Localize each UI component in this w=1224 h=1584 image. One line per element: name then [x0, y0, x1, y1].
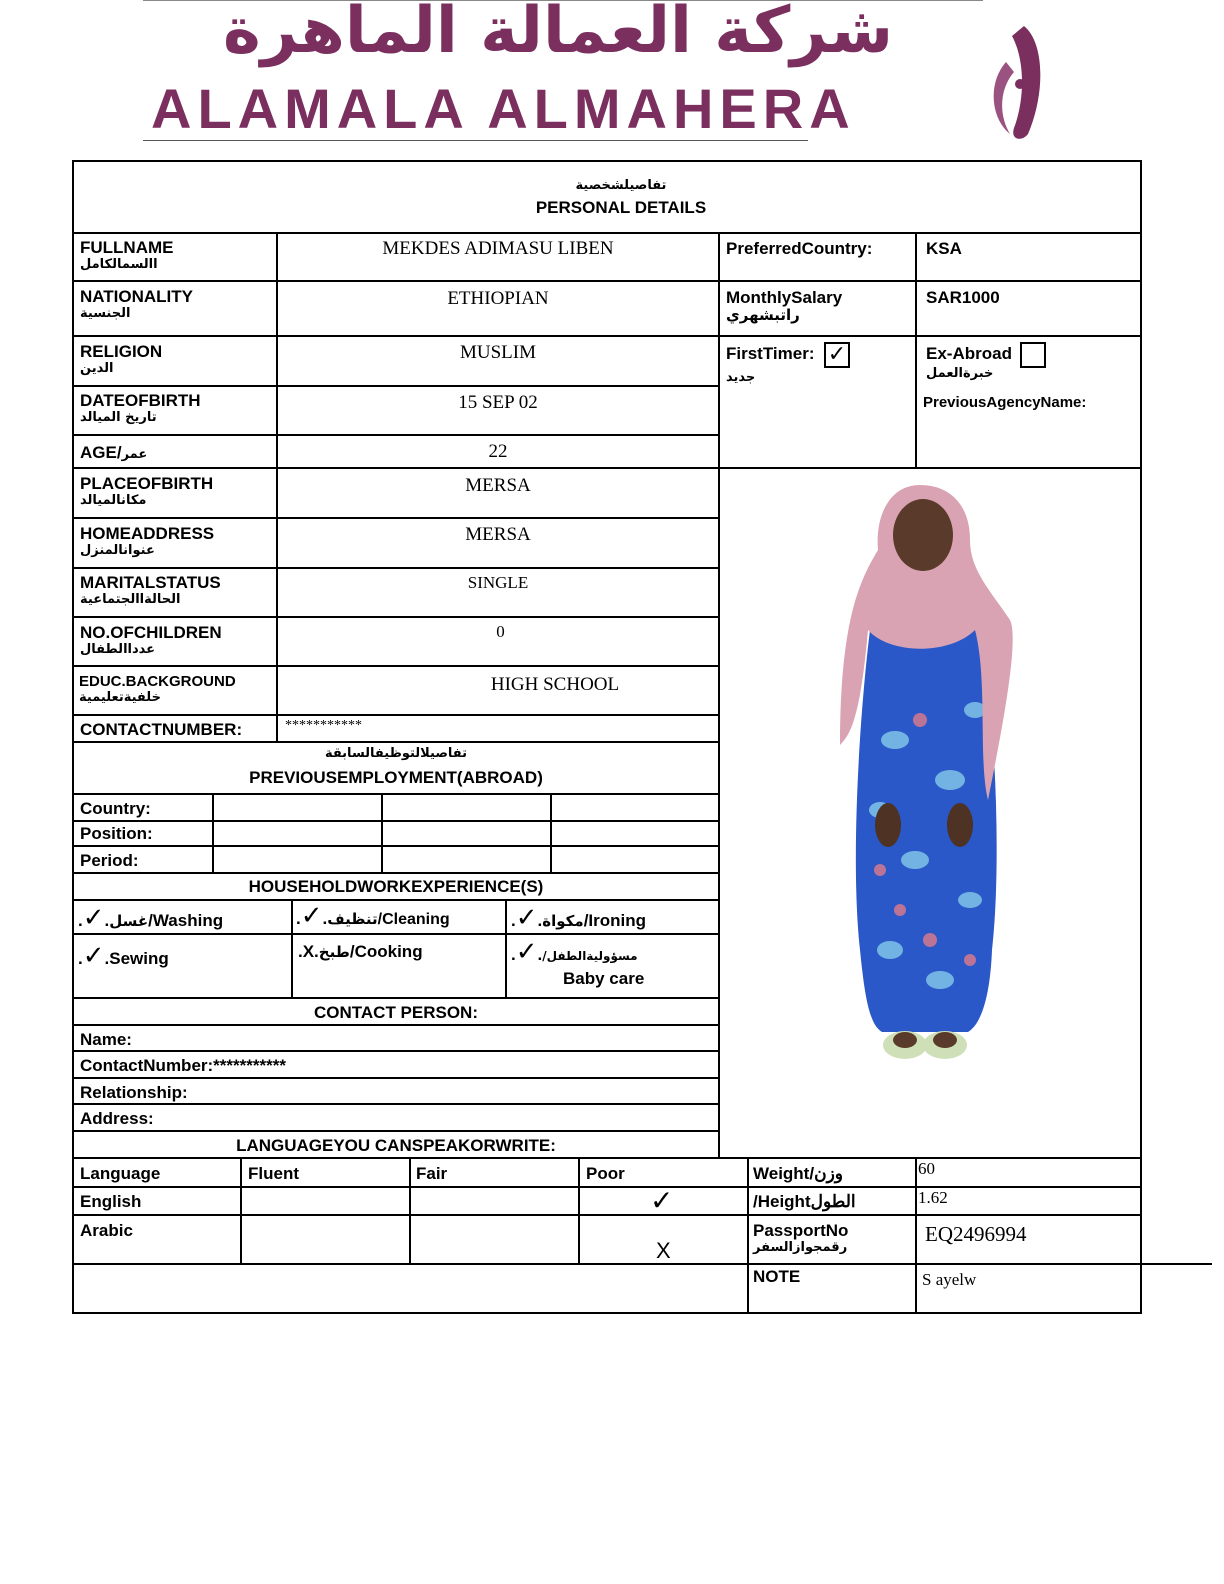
nationality-label-en: NATIONALITY [80, 287, 194, 306]
nationality-value: ETHIOPIAN [447, 288, 549, 309]
section-title-arabic: تفاصيلشخصية [575, 178, 667, 193]
marital-label-en: MARITALSTATUS [80, 573, 221, 592]
pob-label-en: PLACEOFBIRTH [80, 474, 214, 493]
marital-label-ar: الحالةاالجتماعية [80, 592, 181, 607]
first-timer-label: FirstTimer: [726, 344, 815, 363]
check-icon: ✓ [300, 900, 323, 930]
pob-label [80, 474, 213, 509]
first-timer [726, 341, 847, 386]
religion-label-en: RELIGION [80, 342, 163, 361]
prev-employment-country-label: Country: [80, 799, 151, 818]
passport-label [753, 1221, 848, 1256]
height-label: /Heightالطول [753, 1192, 856, 1211]
skill-dot: . [78, 949, 83, 968]
section-title-english: PERSONAL DETAILS [535, 198, 707, 217]
prev-employment-title [72, 746, 720, 787]
home-label [80, 524, 214, 559]
educ-label-ar: خلفيةتعليمية [79, 690, 161, 705]
skill-cooking [298, 942, 423, 962]
weight-label: Weight/وزن [753, 1164, 843, 1183]
contact-number-value: *********** [285, 718, 362, 733]
pob-value: MERSA [465, 475, 531, 496]
home-label-en: HOMEADDRESS [80, 524, 215, 543]
ex-abroad-checkbox[interactable] [1020, 342, 1046, 368]
section-title [72, 178, 1170, 217]
lang-english-poor-check-icon: ✓ [650, 1185, 674, 1216]
header-logo [143, 0, 983, 145]
check-icon: ✓ [82, 940, 105, 970]
check-icon: ✓ [82, 902, 105, 932]
passport-label-ar: رقمجوازالسفر [753, 1240, 848, 1255]
contact-relationship-label: Relationship: [80, 1083, 188, 1102]
children-label-en: NO.OFCHILDREN [80, 623, 222, 642]
skill-cooking-ar: طبخ [318, 943, 350, 961]
lang-header-poor: Poor [586, 1164, 625, 1183]
ex-abroad [926, 344, 1012, 382]
prev-employment-position-label: Position: [80, 824, 153, 843]
company-name-arabic: شركة العمالة الماهرة [222, 0, 894, 68]
skill-dot: . [511, 945, 516, 964]
home-label-ar: عنوانالمنزل [80, 543, 155, 558]
passport-label-en: PassportNo [753, 1221, 849, 1240]
check-icon: ✓ [515, 902, 538, 932]
applicant-photo [820, 480, 1030, 1080]
home-value: MERSA [465, 524, 531, 545]
prev-employment-title-ar: تفاصيلالتوظيفالسابقة [324, 746, 468, 761]
skill-dot: . [78, 911, 83, 930]
skill-babycare-ar: مسؤوليةالطفل/ [542, 949, 638, 963]
skill-washing-ar: غسل [109, 912, 149, 930]
skill-washing [78, 902, 223, 933]
fullname-label-ar: االسمالكامل [80, 257, 158, 272]
contact-number-person-label: ContactNumber:*********** [80, 1056, 286, 1075]
monthly-salary-label-ar: راتبشهري [726, 306, 800, 324]
skill-washing-en: /Washing [148, 911, 224, 930]
dob-label-en: DATEOFBIRTH [80, 391, 201, 410]
age-label-en: AGE/ [80, 443, 122, 462]
age-value: 22 [488, 441, 508, 462]
brand-mark-icon [984, 22, 1048, 144]
cross-mark: .X. [298, 942, 319, 961]
lang-header-language: Language [80, 1164, 161, 1183]
children-label-ar: عدداالطفال [80, 642, 156, 657]
lang-english: English [80, 1192, 142, 1211]
household-title: HOUSEHOLDWORKEXPERIENCE(S) [248, 877, 544, 896]
skill-dot: . [322, 909, 328, 928]
skill-sewing-en: .Sewing [104, 949, 169, 968]
skill-ironing-ar: مكواة [542, 912, 584, 930]
prev-employment-period-label: Period: [80, 851, 139, 870]
skill-ironing-en: /Ironing [583, 911, 647, 930]
contact-name-label: Name: [80, 1030, 132, 1049]
educ-label [79, 673, 236, 706]
fullname-label [80, 238, 173, 273]
nationality-label-ar: الجنسية [80, 306, 131, 321]
dob-label-ar: تاريخ الميالد [80, 410, 157, 425]
skill-dot: . [537, 911, 543, 930]
skill-dot: . [511, 911, 516, 930]
dob-value: 15 SEP 02 [458, 392, 538, 413]
skill-ironing [511, 902, 646, 933]
monthly-salary-label [726, 288, 842, 323]
religion-label [80, 342, 162, 377]
lang-header-fluent: Fluent [248, 1164, 299, 1183]
children-value: 0 [496, 622, 505, 641]
first-timer-arabic: جديد [726, 370, 756, 385]
fullname-value: MEKDES ADIMASU LIBEN [382, 238, 614, 259]
age-label [80, 443, 147, 463]
language-title: LANGUAGEYOU CANSPEAKORWRITE: [236, 1136, 556, 1155]
skill-dot: . [296, 909, 301, 928]
weight-value: 60 [918, 1159, 935, 1178]
preferred-country-value: KSA [926, 239, 962, 258]
nationality-label [80, 287, 193, 322]
contact-person-title: CONTACT PERSON: [313, 1003, 478, 1022]
religion-label-ar: الدين [80, 361, 114, 376]
educ-label-en: EDUC.BACKGROUND [79, 673, 236, 690]
pob-label-ar: مكانالميالد [80, 493, 147, 508]
skill-sewing [78, 940, 169, 971]
first-timer-checkbox[interactable]: ✓ [824, 342, 850, 368]
company-name-english: ALAMALA ALMAHERA [151, 77, 856, 140]
height-value: 1.62 [918, 1188, 948, 1207]
lang-header-fair: Fair [416, 1164, 448, 1183]
skill-cooking-en: /Cooking [349, 942, 423, 961]
dob-label [80, 391, 201, 426]
note-label: NOTE [753, 1267, 801, 1286]
passport-value: EQ2496994 [925, 1222, 1027, 1246]
skill-cleaning [296, 900, 450, 931]
religion-value: MUSLIM [459, 342, 536, 363]
skill-babycare [511, 936, 644, 988]
lang-arabic: Arabic [80, 1221, 133, 1240]
lang-arabic-poor-mark: X [656, 1238, 671, 1263]
prev-employment-title-en: PREVIOUSEMPLOYMENT(ABROAD) [249, 768, 543, 787]
skill-cleaning-en: /Cleaning [377, 911, 450, 928]
monthly-salary-label-en: MonthlySalary [726, 288, 843, 307]
contact-address-label: Address: [80, 1109, 154, 1128]
check-icon: ✓ [515, 936, 538, 966]
marital-value: SINGLE [467, 573, 529, 592]
skill-babycare-en: Baby care [563, 969, 645, 988]
previous-agency-label: PreviousAgencyName: [923, 394, 1087, 411]
age-label-ar: عمر [121, 447, 148, 462]
educ-value: HIGH SCHOOL [490, 674, 620, 695]
fullname-label-en: FULLNAME [80, 238, 174, 257]
children-label [80, 623, 222, 658]
skill-dot: . [537, 945, 543, 964]
skill-cleaning-ar: تنظيف [327, 910, 378, 928]
preferred-country-label: PreferredCountry: [726, 239, 873, 258]
skill-dot: . [104, 911, 110, 930]
note-value: S ayelw [922, 1270, 977, 1289]
monthly-salary-value: SAR1000 [926, 288, 1000, 307]
ex-abroad-arabic: خبرةالعمل [926, 366, 994, 381]
contact-number-label: CONTACTNUMBER: [80, 720, 243, 739]
ex-abroad-label: Ex-Abroad [926, 344, 1012, 363]
marital-label [80, 573, 221, 608]
